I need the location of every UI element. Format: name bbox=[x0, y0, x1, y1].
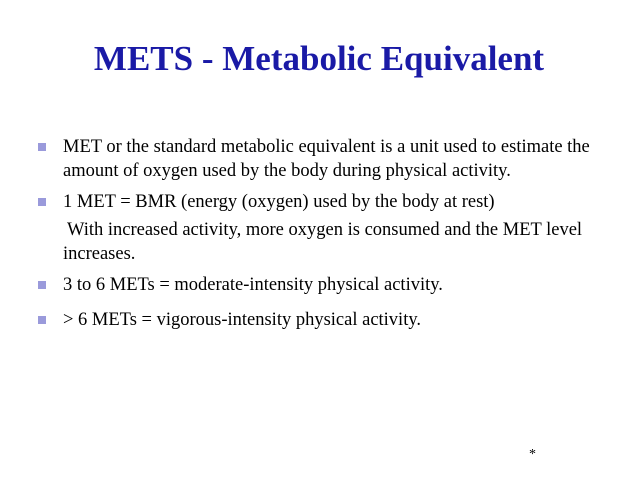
bullet-item-vigorous-intensity bbox=[37, 308, 597, 332]
bullet-text: > 6 METs = vigorous-intensity physical activity. bbox=[63, 310, 422, 330]
square-bullet-icon bbox=[38, 281, 46, 289]
bullet-item-met-definition bbox=[37, 135, 597, 183]
bullet-item-moderate-intensity bbox=[37, 273, 597, 297]
footer-mark: * bbox=[529, 447, 536, 462]
bullet-item-one-met bbox=[37, 190, 597, 214]
slide-title: METS - Metabolic Equivalent bbox=[93, 39, 545, 78]
square-bullet-icon bbox=[38, 198, 46, 206]
bullet-text: MET or the standard metabolic equivalent is a unit used to estimate the amount of oxygen used by the body during physical activity. bbox=[63, 137, 590, 181]
bullet-list bbox=[37, 135, 597, 332]
square-bullet-icon bbox=[38, 143, 46, 151]
square-bullet-icon bbox=[38, 316, 46, 324]
bullet-text: 1 MET = BMR (energy (oxygen) used by the body at rest) bbox=[63, 192, 495, 212]
bullet-continuation bbox=[37, 218, 597, 266]
bullet-text: 3 to 6 METs = moderate-intensity physical activity. bbox=[63, 275, 443, 295]
continuation-text: With increased activity, more oxygen is consumed and the MET level increases. bbox=[63, 220, 583, 264]
